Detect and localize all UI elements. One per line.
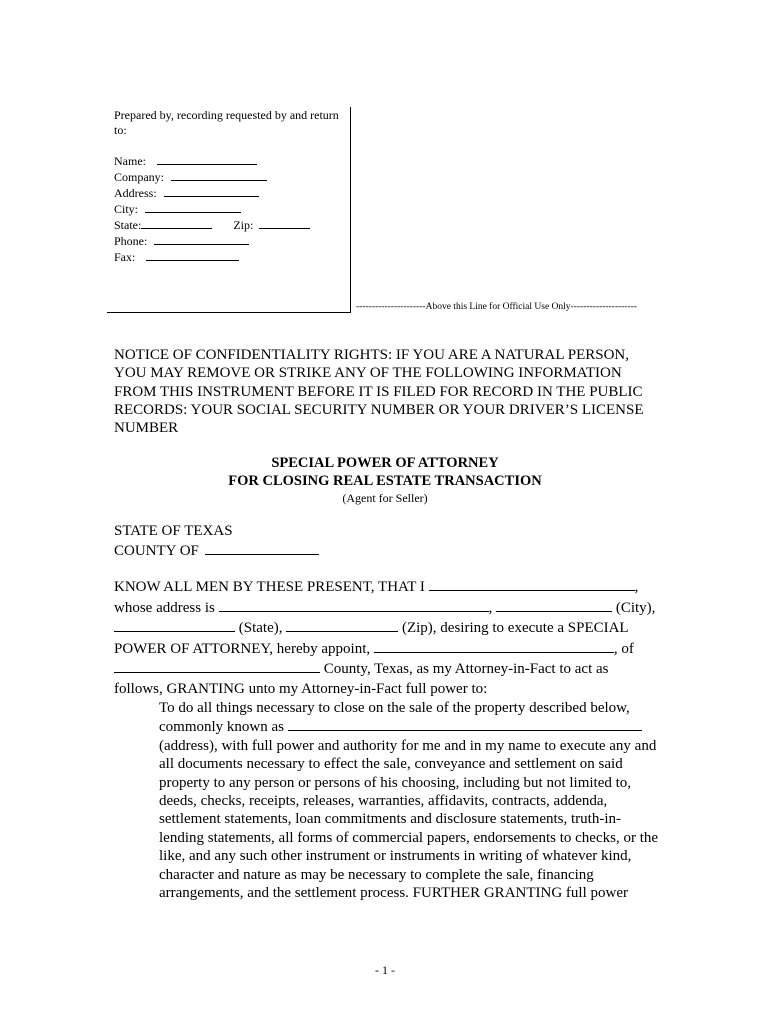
phone-line [114, 233, 350, 249]
of-text: , of [613, 640, 634, 657]
commonly-known-text: commonly known as [159, 719, 284, 736]
fax-blank[interactable] [146, 249, 239, 261]
state-of-texas: STATE OF TEXAS [114, 523, 233, 539]
principal-state-blank[interactable] [114, 618, 235, 632]
state-label: State: [114, 218, 142, 232]
agent-county-blank[interactable] [114, 659, 320, 673]
property-address-blank[interactable] [288, 717, 642, 731]
venue-block [114, 522, 319, 560]
phone-label: Phone: [114, 234, 148, 248]
document-title [0, 454, 770, 506]
power-appoint-text: POWER OF ATTORNEY, hereby appoint, [114, 640, 371, 657]
prepared-by-text: Prepared by, recording requested by and return to: [114, 108, 339, 137]
city-blank[interactable] [145, 201, 241, 213]
company-label: Company: [114, 170, 164, 184]
whose-address-text: whose address is [114, 599, 215, 616]
main-line-6: follows, GRANTING unto my Attorney-in-Fact full power to: [114, 680, 488, 697]
grant-line-1: To do all things necessary to close on the sale of the property described below, [159, 700, 630, 716]
agent-name-blank[interactable] [374, 639, 614, 653]
name-line [114, 153, 350, 169]
confidentiality-notice: NOTICE OF CONFIDENTIALITY RIGHTS: IF YOU ARE A NATURAL PERSON, YOU MAY REMOVE OR STRIKE ANY OF THE FOLLOWING INFORMATION FROM THIS INSTRUMENT BEFORE IT IS FILED FOR RECORD IN THE PUBLIC RECORDS: YOUR SOCIAL SECURITY NUMBER OR YOUR DRIVER’S LICENSE NUMBER [114, 347, 644, 437]
city-label: City: [114, 202, 139, 216]
grant-line-2 [159, 717, 664, 736]
recording-divider-horizontal [107, 312, 351, 313]
phone-blank[interactable] [154, 233, 249, 245]
principal-address-blank[interactable] [219, 598, 489, 612]
address-label: Address: [114, 186, 157, 200]
address-line [114, 185, 350, 201]
principal-name-blank[interactable] [429, 577, 635, 591]
county-texas-text: County, Texas, as my Attorney-in-Fact to act as [323, 661, 609, 677]
grant-paragraph [159, 699, 664, 902]
state-text: (State), [238, 620, 283, 636]
company-blank[interactable] [171, 169, 267, 181]
main-line-4 [114, 639, 659, 660]
principal-paragraph [114, 577, 659, 699]
know-all-text: KNOW ALL MEN BY THESE PRESENT, THAT I [114, 579, 425, 595]
address-blank[interactable] [164, 185, 259, 197]
city-line [114, 201, 350, 217]
principal-zip-blank[interactable] [286, 618, 398, 632]
zip-blank[interactable] [259, 217, 310, 229]
title-line-2: FOR CLOSING REAL ESTATE TRANSACTION [228, 473, 542, 489]
city-text: (City), [615, 599, 656, 616]
recording-block [114, 108, 350, 265]
zip-desire-text: (Zip), desiring to execute a SPECIAL [401, 620, 629, 636]
title-subtitle: (Agent for Seller) [342, 491, 428, 505]
zip-label: Zip: [233, 218, 254, 232]
name-label: Name: [114, 154, 146, 168]
title-line-1: SPECIAL POWER OF ATTORNEY [271, 455, 499, 471]
county-label: COUNTY OF [114, 542, 199, 559]
grant-rest: (address), with full power and authority for me and in my name to execute any and all documents necessary to effect the sale, conveyance and settlement on said property to any person or persons of his choosing, including but not limited to, deeds, checks, receipts, releases, warranties, affidavits, contracts, addenda, settlement statements, loan commitments and disclosure statements, truth-in-lending statements, all forms of commercial papers, endorsements to checks, or the like, and any such other instrument or instruments in writing of whatever kind, character and nature as may be necessary to complete the sale, financing arrangements, and the settlement process. FURTHER GRANTING full power [159, 737, 659, 902]
company-line [114, 169, 350, 185]
name-blank[interactable] [157, 153, 257, 165]
main-line-1: KNOW ALL MEN BY THESE PRESENT, THAT I , [114, 579, 639, 595]
main-line-3 [114, 618, 659, 639]
principal-city-blank[interactable] [496, 598, 612, 612]
state-zip-line [114, 217, 350, 233]
fax-line [114, 249, 350, 265]
state-blank[interactable] [141, 217, 212, 229]
main-line-5 [114, 659, 659, 680]
main-line-2: whose address is , (City), [114, 599, 656, 616]
page-number: - 1 - [375, 963, 395, 977]
fax-label: Fax: [114, 250, 136, 264]
recording-divider-vertical [350, 107, 351, 312]
county-line [114, 541, 319, 561]
official-use-text: ----------------------Above this Line for Official Use Only--------------------- [356, 302, 637, 312]
county-blank[interactable] [205, 541, 319, 555]
